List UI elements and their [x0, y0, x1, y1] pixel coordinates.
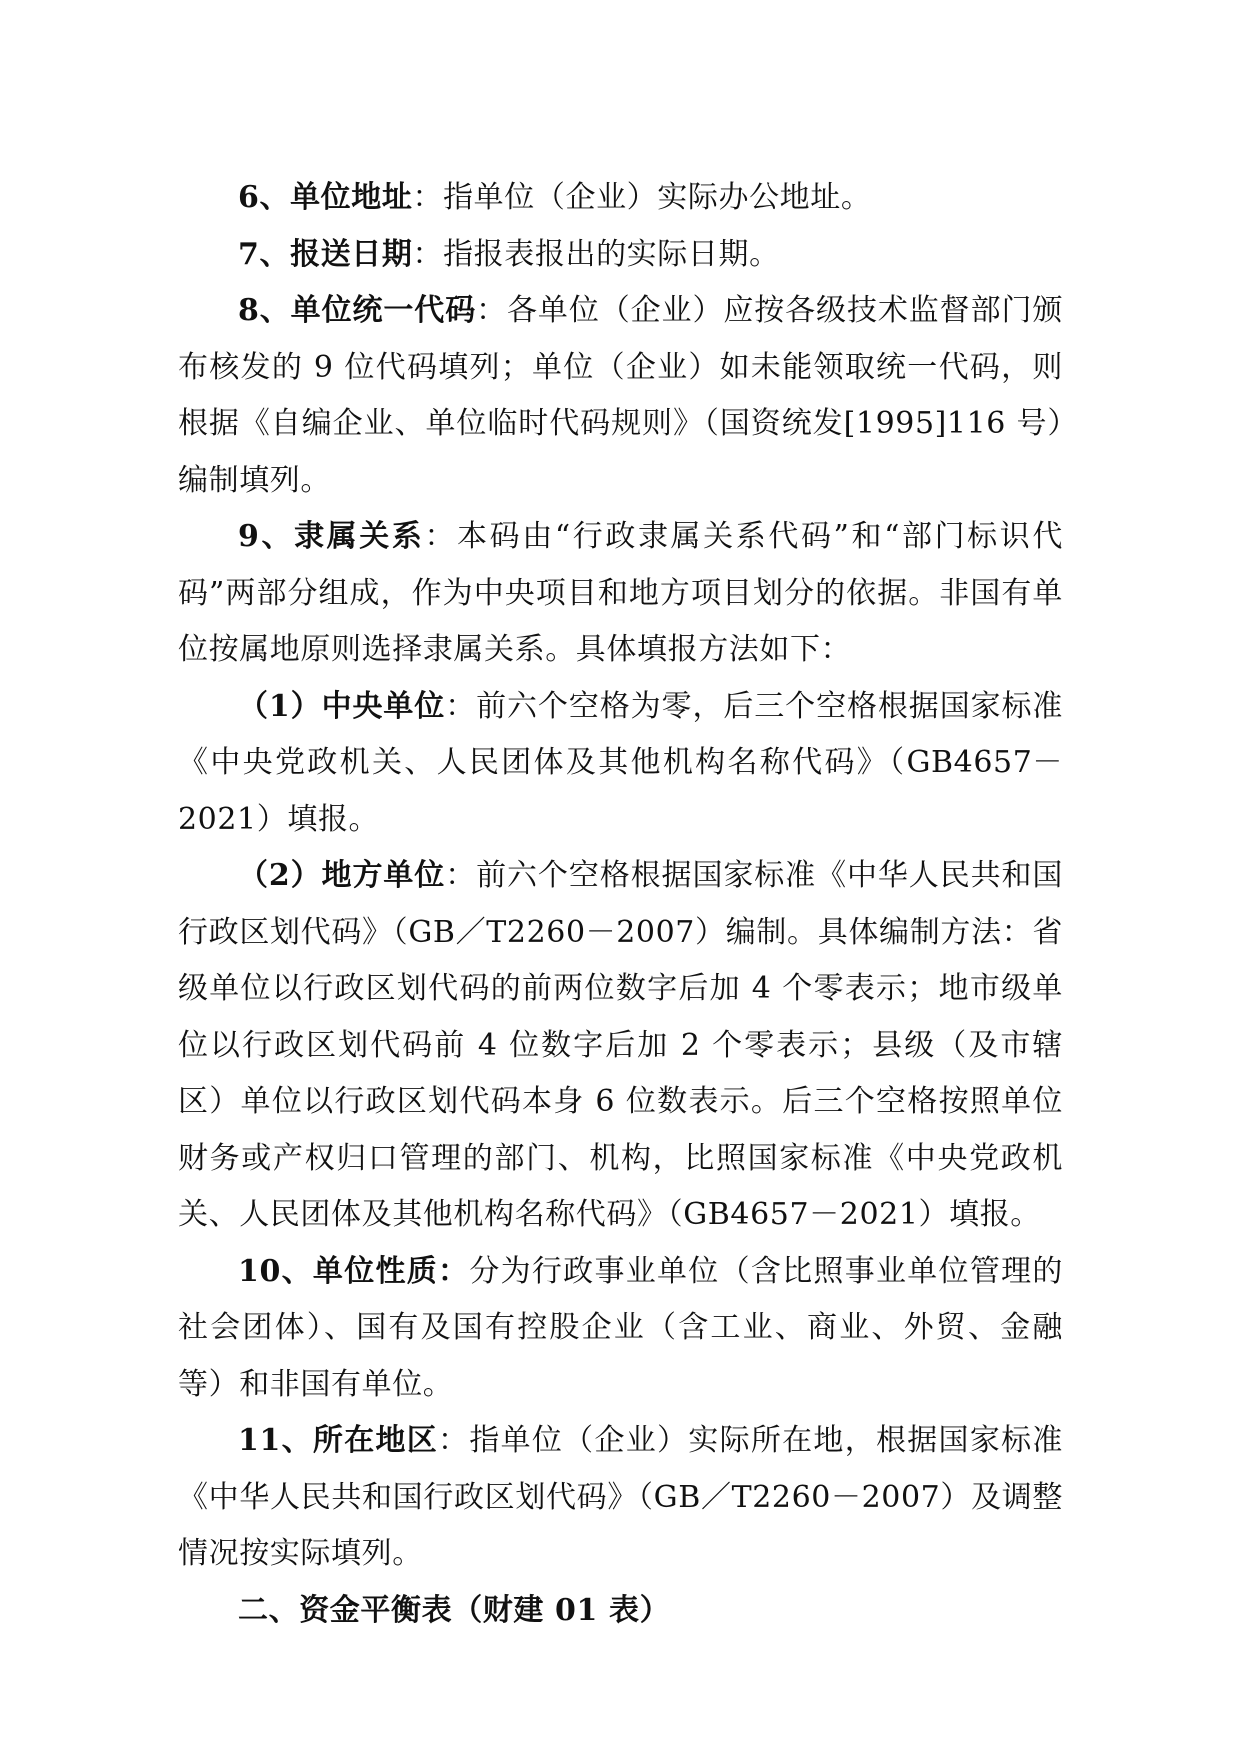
item-heading: 8、单位统一代码: [238, 293, 477, 328]
item-text: ：指单位（企业）实际办公地址。: [412, 180, 872, 215]
item-heading: （1）中央单位: [238, 688, 446, 724]
item-heading: 7、报送日期: [238, 236, 413, 272]
item-heading: 9、隶属关系: [238, 519, 425, 554]
item-report-date: [178, 227, 1063, 284]
item-text: ：前六个空格根据国家标准《中华人民共和国行政区划代码》（GB／T2260－2007）编制。具体编制方法：省级单位以行政区划代码的前两位数字后加 4 个零表示；地市级单位以行政区划代码前 4 位数字后加 2 个零表示；县级（及市辖区）单位以行政区划代码本身 6 位数表示。后三个空格按照单位财务或产权归口管理的部门、机构，比照国家标准《中央党政机关、人民团体及其他机构名称代码》（GB4657－2021）填报。: [178, 858, 1064, 1232]
section-title: 二、资金平衡表（财建 01 表）: [238, 1592, 671, 1628]
item-local-unit: [178, 848, 1063, 1244]
item-unified-code: [178, 283, 1063, 509]
document-body: [178, 170, 1063, 1639]
item-text: 分为行政事业单位（含比照事业单位管理的社会团体）、国有及国有控股企业（含工业、商业、外贸、金融等）和非国有单位。: [178, 1253, 1063, 1402]
item-text: ：指单位（企业）实际所在地，根据国家标准《中华人民共和国行政区划代码》（GB／T2260－2007）及调整情况按实际填列。: [178, 1423, 1064, 1571]
item-unit-nature: [178, 1244, 1063, 1414]
item-heading: 10、单位性质：: [238, 1253, 470, 1289]
item-text: ：各单位（企业）应按各级技术监督部门颁布核发的 9 位代码填列；单位（企业）如未能领取统一代码，则根据《自编企业、单位临时代码规则》（国资统发[1995]116 号）编制填列。: [178, 293, 1063, 498]
item-central-unit: [178, 679, 1063, 849]
item-affiliation: [178, 509, 1063, 679]
item-region: [178, 1413, 1063, 1583]
item-text: ：本码由“行政隶属关系代码”和“部门标识代码”两部分组成，作为中央项目和地方项目划分的依据。非国有单位按属地原则选择隶属关系。具体填报方法如下：: [178, 519, 1063, 667]
item-unit-address: [178, 170, 1063, 227]
item-heading: （2）地方单位: [238, 858, 446, 893]
item-text: ：指报表报出的实际日期。: [412, 236, 780, 272]
item-heading: 11、所在地区: [238, 1423, 439, 1458]
item-heading: 6、单位地址: [238, 180, 413, 215]
item-text: ：前六个空格为零，后三个空格根据国家标准《中央党政机关、人民团体及其他机构名称代码》（GB4657－2021）填报。: [178, 688, 1064, 837]
